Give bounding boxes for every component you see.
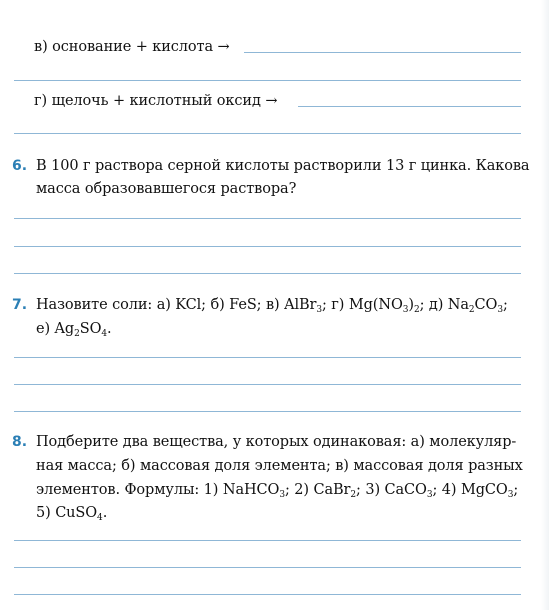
answer-line [14,218,521,219]
answer-line [14,80,521,81]
task-6-line-2: масса образовавшегося раствора? [36,181,297,197]
task-8-line-1: Подберите два вещества, у которых одинаковая: а) молекуляр- [36,434,517,450]
task-8-number: 8. [12,434,28,450]
page-edge-shadow [541,0,549,610]
answer-line [14,567,521,568]
item-v-text: в) основание + кислота → [34,39,230,55]
answer-line [14,133,521,134]
task-7-line-2: е) $Ag_2SO_4$. [36,321,112,339]
task-7-number: 7. [12,297,28,313]
answer-line [14,411,521,412]
answer-line [14,357,521,358]
task-8-line-2: ная масса; б) массовая доля элемента; в) массовая доля разных [36,458,523,474]
answer-line [244,52,521,53]
answer-line [14,246,521,247]
answer-line [14,384,521,385]
task-6-line-1: В 100 г раствора серной кислоты растворили 13 г цинка. Какова [36,158,530,174]
task-8-line-3: элементов. Формулы: 1) NaHCO$_3$; 2) CaBr$_2$; 3) CaCO$_3$; 4) MgCO$_3$; [36,482,519,500]
answer-line [14,273,521,274]
task-7-line-1: Назовите соли: а) KCl; б) FeS; в) AlBr$_3$; г) $Mg(NO_3)_2$; д) $Na_2CO_3$; [36,297,508,315]
answer-line [14,540,521,541]
task-8-line-4: 5) CuSO$_4$. [36,505,108,523]
answer-line [298,106,521,107]
task-6-number: 6. [12,158,28,174]
item-g-text: г) щелочь + кислотный оксид → [34,93,278,109]
answer-line [14,594,521,595]
